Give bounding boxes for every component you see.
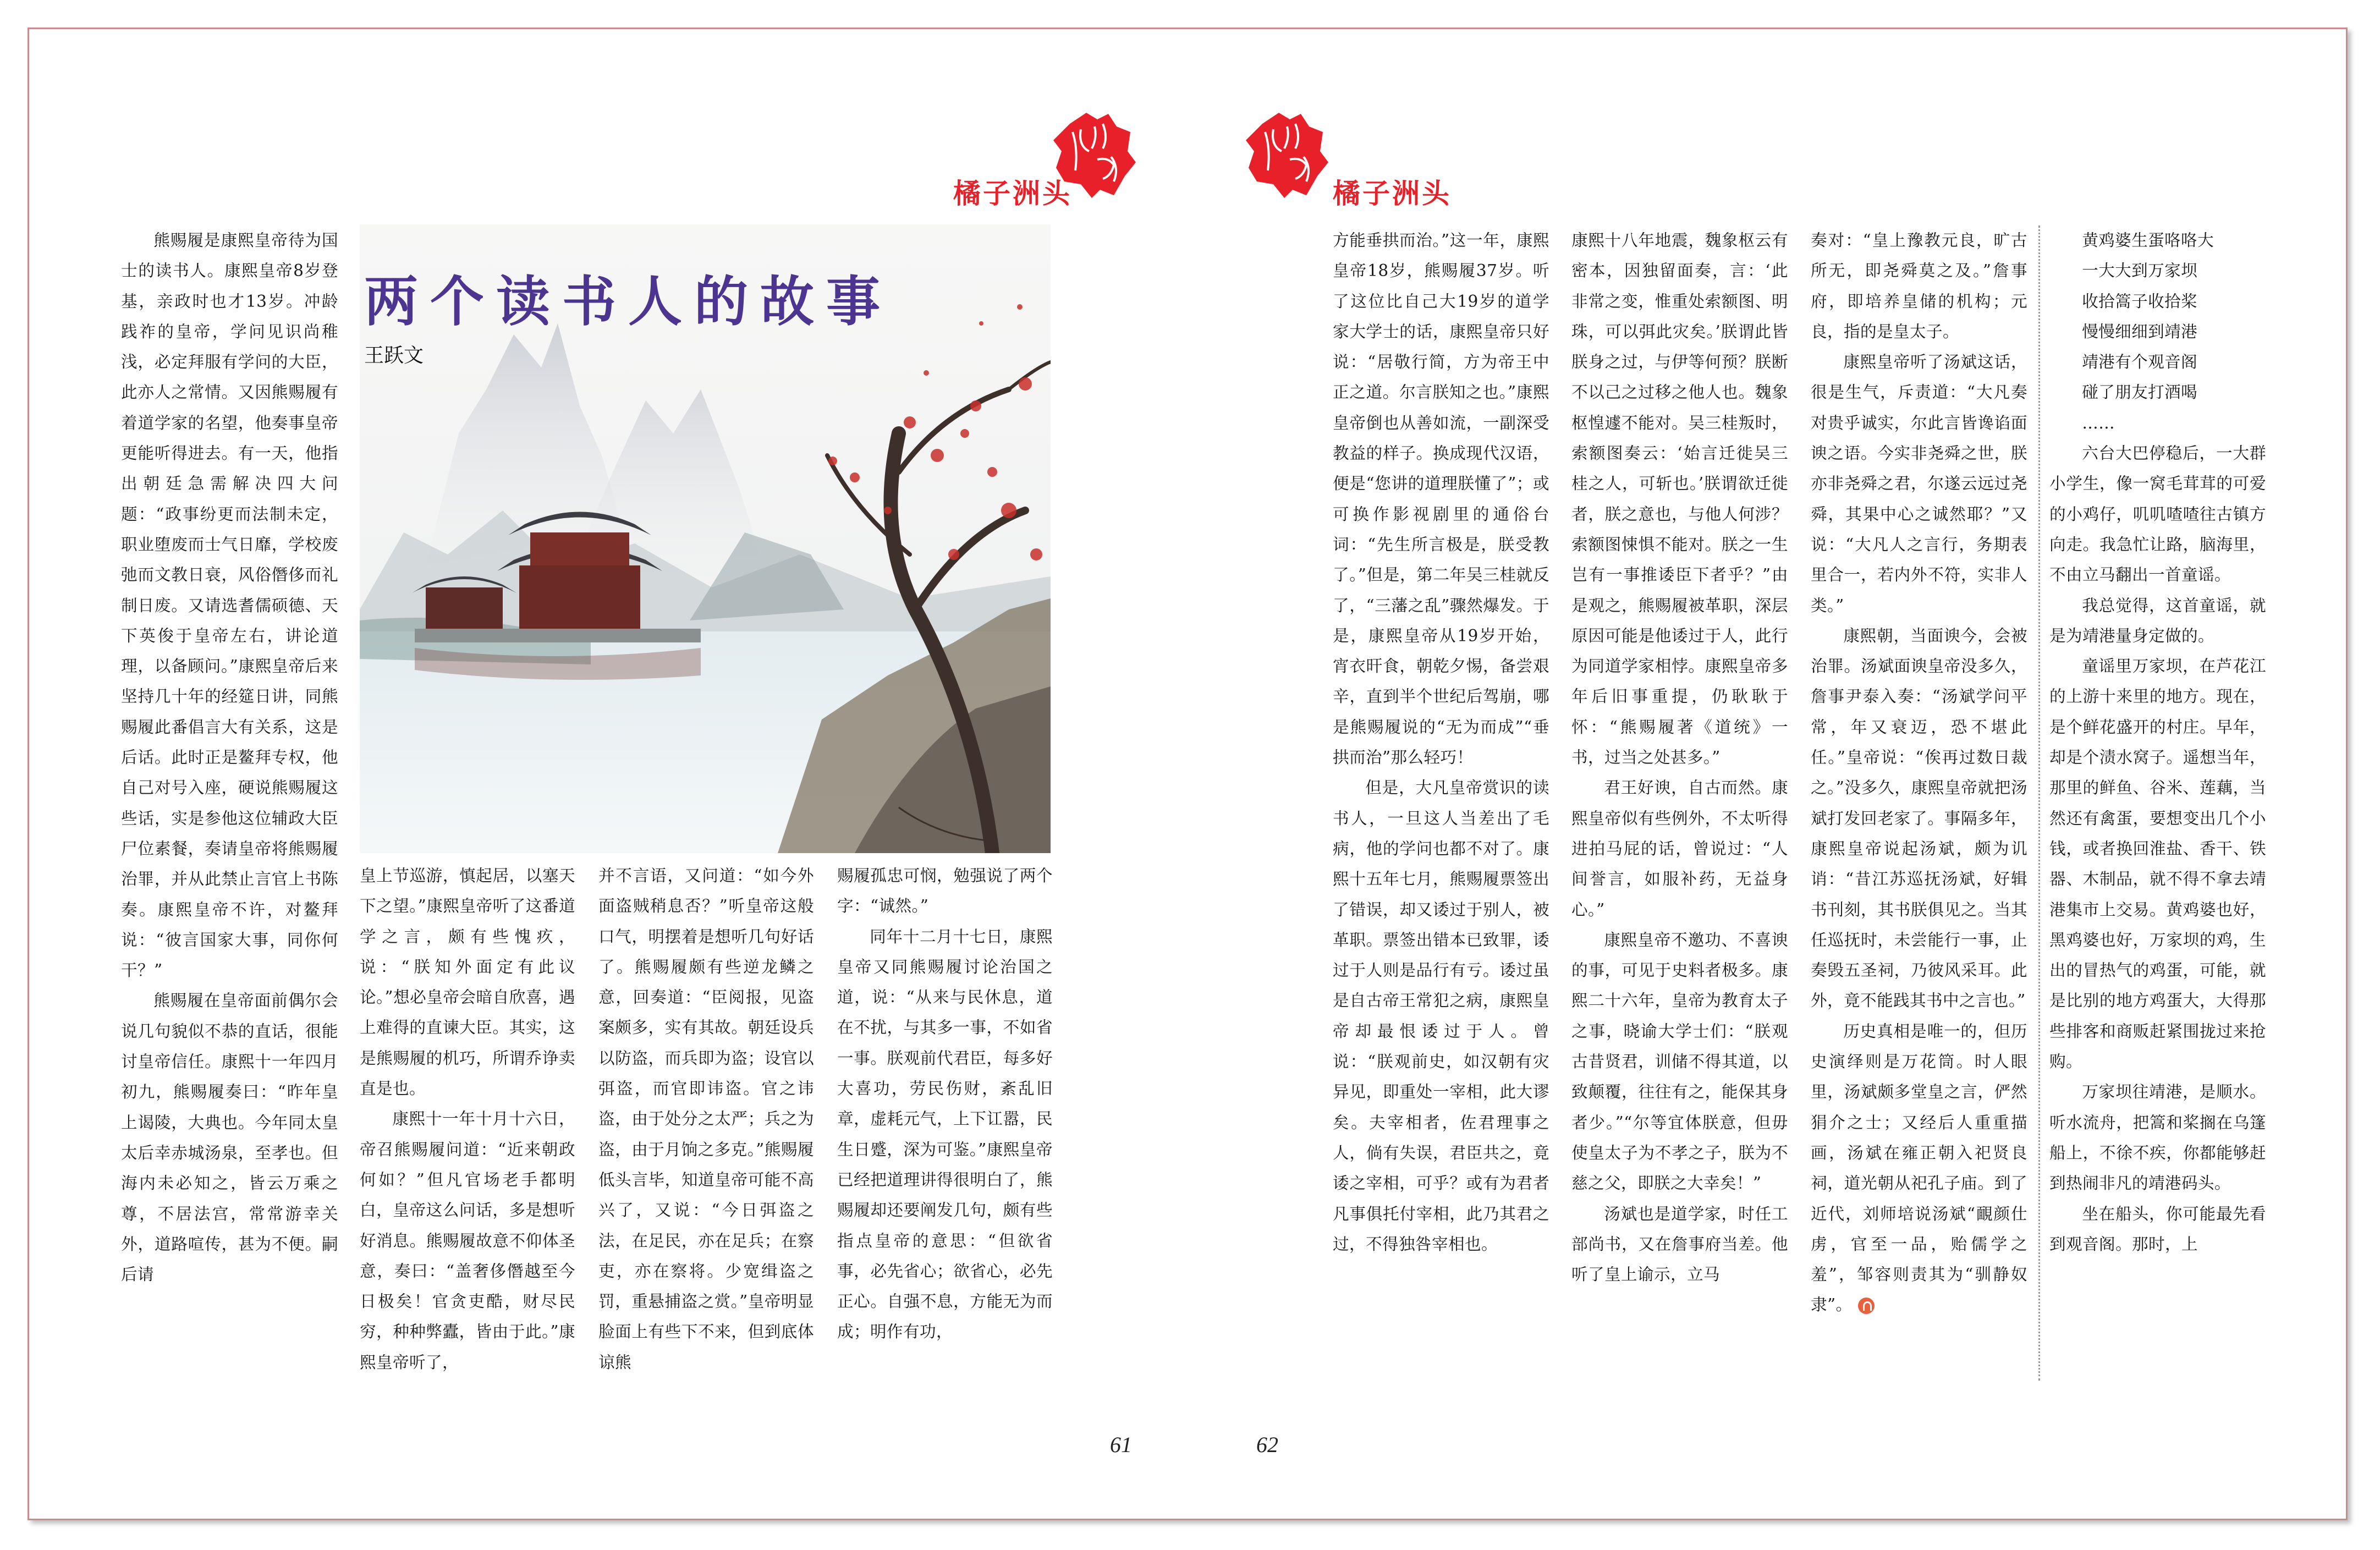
right-page-column-2: [1571, 226, 1788, 1386]
xinxiang-pinglun-logo-right: [1240, 107, 1334, 201]
paragraph: 同年十二月十七日，康熙皇帝又同熊赐履讨论治国之道，说：“从来与民休息，道在不扰，与其多一事，不如省一事。朕观前代君臣，每多好大喜功，劳民伤财，紊乱旧章，虚耗元气，上下讧嚣，民生日蹙，深为可鉴。”康熙皇帝已经把道理讲得很明白了，熊赐履却还要阐发几句，颇有些指点皇帝的意思：“但欲省事，必先省心；欲省心，必先正心。自强不息，方能无为而成；明作有功，: [837, 927, 1053, 1342]
paragraph: 万家坝往靖港，是顺水。听水流舟，把篙和桨搁在乌篷船上，不徐不疾，你都能够赶到热闹非凡的靖港码头。: [2049, 1082, 2266, 1193]
paragraph-text: 历史真相是唯一的，但历史演绎则是万花筒。时人眼里，汤斌颇多堂皇之言，俨然狷介之士；又经后人重重描画，汤斌在雍正朝入祀贤良祠，道光朝从祀孔子庙。到了近代，刘师培说汤斌“靦颜仕虏，官至一品，贻儒学之羞”，邹容则责其为“驯静奴隶”。: [1811, 1021, 2027, 1315]
paragraph: 童谣里万家坝，在芦花江的上游十来里的地方。现在，是个鲜花盛开的村庄。早年，却是个渍水窝子。遥想当年，那里的鲜鱼、谷米、莲藕，当然还有禽蛋，要想变出几个小钱，或者换回淮盐、香干、铁器、木制品，就不得不拿去靖港集市上交易。黄鸡婆也好，黑鸡婆也好，万家坝的鸡，生出的冒热气的鸡蛋，可能，就是比别的地方鸡蛋大，大得那些排客和商贩赶紧围拢过来抢购。: [2049, 657, 2266, 1071]
hunan-map-seal-icon: [1240, 107, 1334, 201]
right-page-column-1: [1333, 226, 1549, 1386]
paragraph: 皇上节巡游，慎起居，以塞天下之望。”康熙皇帝听了这番道学之言，颇有些愧疚，说：“朕知外面定有此议论。”想必皇帝会暗自欣喜，遇上难得的直谏大臣。其实，这是熊赐履的机巧，所谓乔诤卖直是也。: [360, 866, 575, 1098]
paragraph: 康熙十八年地震，魏象枢云有密本，因独留面奏，言：‘此非常之变，惟重处索额图、明珠，可以弭此灾矣。’朕谓此皆朕身之过，与伊等何预？朕断不以己之过移之他人也。魏象枢惶遽不能对。吴三桂叛时，索额图奏云：‘始言迁徙吴三桂之人，可斩也。’朕谓欲迁徙者，朕之意也，与他人何涉？索额图悚惧不能对。朕之一生岂有一事推诿臣下者乎？”由是观之，熊赐履被革职，深层原因可能是他诿过于人，此行为同道学家相悖。康熙皇帝多年后旧事重提，仍耿耿于怀：“熊赐履著《道统》一书，过当之处甚多。”: [1571, 231, 1788, 767]
poem-line: 一大大到万家坝: [2082, 261, 2198, 281]
poem-line: 慢慢细细到靖港: [2082, 322, 2198, 341]
poem-line: 碰了朋友打酒喝: [2082, 383, 2198, 402]
paragraph: 汤斌也是道学家，时任工部尚书，又在詹事府当差。他听了皇上谕示，立马: [1571, 1204, 1788, 1284]
paragraph: 六台大巴停稳后，一大群小学生，像一窝毛茸茸的可爱的小鸡仔，叽叽喳喳往古镇方向走。我急忙让路，脑海里，不由立马翻出一首童谣。: [2049, 444, 2266, 585]
column-name-right: 橘子洲头: [1333, 178, 1452, 210]
page-number-left: 61: [1110, 1432, 1132, 1457]
paragraph: 方能垂拱而治。”这一年，康熙皇帝18岁，熊赐履37岁。听了这位比自己大19岁的道学家大学士的话，康熙皇帝只好说：“居敬行简，方为帝王中正之道。尔言朕知之也。”康熙皇帝倒也从善如流，一副深受教益的样子。换成现代汉语，便是“您讲的道理朕懂了”；或可换作影视剧里的通俗台词：“先生所言极是，朕受教了。”但是，第二年吴三桂就反了，“三藩之乱”骤然爆发。于是，康熙皇帝从19岁开始，宵衣旰食，朝乾夕惕，备尝艰辛，直到半个世纪后驾崩，哪是熊赐履说的“无为而成”“垂拱而治”那么轻巧！: [1333, 231, 1549, 767]
paragraph: 并不言语，又问道：“如今外面盗贼稍息否？”听皇帝这般口气，明摆着是想听几句好话了。熊赐履颇有些逆龙鳞之意，回奏道：“臣阅报，见盗案颇多，实有其故。朝廷设兵以防盗，而兵即为盗；设官以弭盗，而官即讳盗。官之讳盗，由于处分之太严；兵之为盗，由于月饷之多克。”熊赐履低头言毕，知道皇帝可能不高兴了，又说：“今日弭盗之法，在足民，亦在足兵；在察吏，亦在察将。少宽缉盗之罚，重悬捕盗之赏。”皇帝明显脸面上有些下不来，但到底体谅熊: [598, 866, 814, 1372]
paragraph: 坐在船头，你可能最先看到观音阁。那时，上: [2049, 1204, 2266, 1254]
article-author: 王跃文: [364, 344, 424, 367]
right-page-column-4: [2049, 226, 2266, 1386]
paragraph: 熊赐履在皇帝面前偶尔会说几句貌似不恭的直话，很能讨皇帝信任。康熙十一年四月初九，熊赐履奏曰：“昨年皇上谒陵，大典也。今年同太皇太后幸赤城汤泉，至孝也。但海内未必知之，皆云万乘之尊，不居法宫，常常游幸关外，道路喧传，甚为不便。嗣后请: [121, 991, 338, 1284]
paragraph: 但是，大凡皇帝赏识的读书人，一旦这人当差出了毛病，他的学问也都不对了。康熙十五年七月，熊赐履票签出了错误，却又诿过于别人，被革职。票签出错本已致罪，诿过于人则是品行有亏。诿过虽是自古帝王常犯之病，康熙皇帝却最恨诿过于人。曾说：“朕观前史，如汉朝有灾异见，即重处一宰相，此大谬矣。夫宰相者，佐君理事之人，倘有失误，君臣共之，竟诿之宰相，可乎？或有为君者凡事俱托付宰相，此乃其君之过，不得独咎宰相也。: [1333, 778, 1549, 1254]
poem-line: 收拾篙子收拾桨: [2082, 292, 2198, 311]
paragraph: 康熙十一年十月十六日，帝召熊赐履问道：“近来朝政何如？”但凡官场老手都明白，皇帝这么问话，多是想听好消息。熊赐履故意不仰体圣意，奏曰：“盖奢侈僭越至今日极矣！官贪吏酷，财尽民穷，种种弊蠹，皆由于此。”康熙皇帝听了，: [360, 1109, 575, 1372]
paragraph-final: [1811, 1016, 2027, 1321]
column-name-left: 橘子洲头: [953, 178, 1072, 210]
left-page-column-4: [837, 861, 1053, 1386]
poem-line: 黄鸡婆生蛋咯咯大: [2082, 231, 2214, 250]
paragraph: 康熙皇帝听了汤斌这话，很是生气，斥责道：“大凡奏对贵乎诚实，尔此言皆谗谄面谀之语。今实非尧舜之世，朕亦非尧舜之君，尔遂云远过尧舜，其果中心之诚然耶？”又说：“大凡人之言行，务期表里合一，若内外不符，实非人类。”: [1811, 353, 2027, 615]
paragraph: 君王好谀，自古而然。康熙皇帝似有些例外，不太听得进拍马屁的话，曾说过：“人间誉言，如服补药，无益身心。”: [1571, 778, 1788, 919]
article-title: 两个读书人的故事: [364, 270, 893, 333]
paragraph: 奏对：“皇上豫教元良，旷古所无，即尧舜莫之及。”詹事府，即培养皇储的机构；元良，指的是皇太子。: [1811, 231, 2027, 341]
column-divider: [2038, 226, 2040, 1381]
right-page-column-3: [1811, 226, 2027, 1386]
paragraph: 我总觉得，这首童谣，就是为靖港量身定做的。: [2049, 596, 2266, 645]
paragraph: 熊赐履是康熙皇帝待为国士的读书人。康熙皇帝8岁登基，亲政时也才13岁。冲龄践祚的皇帝，学问见识尚稚浅，必定拜服有学问的大臣，此亦人之常情。又因熊赐履有着道学家的名望，他奏事皇帝更能听得进去。有一天，他指出朝廷急需解决四大问题：“政事纷更而法制未定，职业堕废而士气日靡，学校废弛而文教日衰，风俗僭侈而礼制日废。又请选耆儒硕德、天下英俊于皇帝左右，讲论道理，以备顾问。”康熙皇帝后来坚持几十年的经筵日讲，同熊赐履此番倡言大有关系，这是后话。此时正是鳌拜专权，他自己对号入座，硬说熊赐履这些话，实是参他这位辅政大臣尸位素餐，奏请皇帝将熊赐履治罪，并从此禁止言官上书陈奏。康熙皇帝不许，对鳌拜说：“彼言国家大事，同你何干？”: [121, 231, 338, 980]
paragraph: 赐履孤忠可悯，勉强说了两个字：“诚然。”: [837, 866, 1053, 916]
left-page-column-2: [360, 861, 575, 1386]
left-page-column-1: [121, 226, 338, 1386]
paragraph: 康熙朝，当面谀今，会被治罪。汤斌面谀皇帝没多久，詹事尹泰入奏：“汤斌学问平常，年又衰迈，恐不堪此任。”皇帝说：“俟再过数日裁之。”没多久，康熙皇帝就把汤斌打发回老家了。事隔多年，康熙皇帝说起汤斌，颇为讥诮：“昔江苏巡抚汤斌，好辑书刊刻，其书朕俱见之。当其任巡抚时，未尝能行一事，止奏毁五圣祠，乃彼风采耳。此外，竟不能践其书中之言也。”: [1811, 626, 2027, 1010]
poem-line: 靖港有个观音阁: [2082, 353, 2198, 372]
poem-ellipsis: ……: [2082, 413, 2115, 432]
paragraph: 康熙皇帝不邀功、不喜谀的事，可见于史料者极多。康熙二十六年，皇帝为教育太子之事，晓谕大学士们：“朕观古昔贤君，训储不得其道，以致颠覆，往往有之，能保其身者少。”“尔等宜体朕意，但毋使皇太子为不孝之子，朕为不慈之父，即朕之大幸矣！”: [1571, 930, 1788, 1193]
page-number-right: 62: [1256, 1432, 1278, 1457]
end-of-article-icon: [1858, 1298, 1875, 1314]
left-page-column-3: [598, 861, 814, 1386]
